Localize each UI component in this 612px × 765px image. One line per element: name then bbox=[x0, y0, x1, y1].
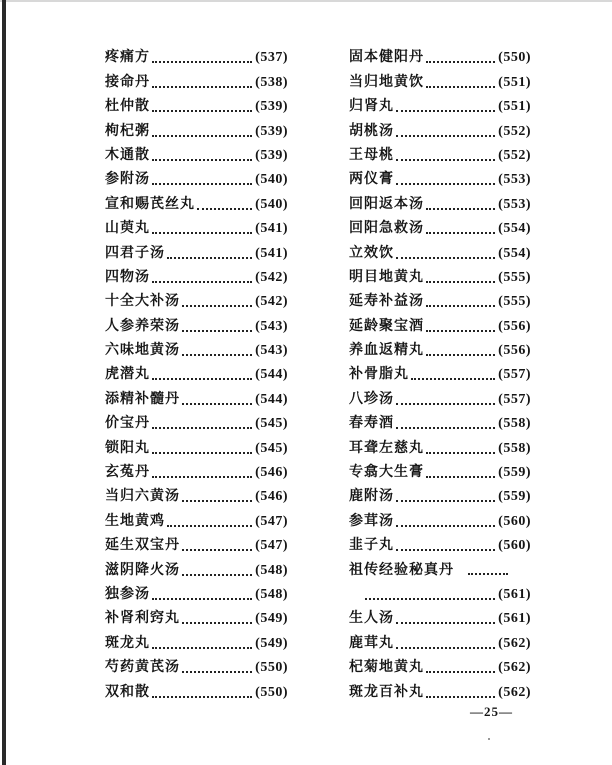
toc-entry-title: 斑龙丸 bbox=[105, 634, 150, 651]
toc-entry[interactable] bbox=[105, 115, 288, 139]
toc-entry-title: 山萸丸 bbox=[105, 220, 150, 237]
toc-entry-page: (558) bbox=[498, 440, 531, 456]
toc-entry-page: (548) bbox=[255, 586, 288, 602]
toc-entry[interactable] bbox=[105, 627, 288, 651]
toc-entry[interactable] bbox=[349, 262, 531, 286]
dot-leader bbox=[152, 61, 252, 63]
dot-leader bbox=[396, 500, 495, 502]
toc-entry[interactable] bbox=[349, 383, 531, 407]
dot-leader bbox=[152, 232, 252, 234]
dot-leader bbox=[152, 159, 252, 161]
dot-leader bbox=[396, 110, 495, 112]
toc-column-left bbox=[105, 42, 288, 701]
toc-entry-page: (545) bbox=[255, 440, 288, 456]
dot-leader bbox=[426, 232, 495, 234]
toc-entry-page: (560) bbox=[498, 538, 531, 554]
toc-entry-title: 专翕大生膏 bbox=[349, 464, 424, 481]
toc-entry-title: 耳聋左慈丸 bbox=[349, 439, 424, 456]
toc-entry-title: 六味地黄汤 bbox=[105, 342, 180, 359]
toc-entry-title: 祖传经验秘真丹 bbox=[349, 561, 454, 578]
toc-entry-page: (554) bbox=[498, 245, 531, 261]
dot-leader bbox=[152, 378, 252, 380]
toc-entry-title: 固本健阳丹 bbox=[349, 49, 424, 66]
dot-leader bbox=[152, 86, 252, 88]
toc-entry-page: (556) bbox=[498, 343, 531, 359]
dot-leader bbox=[152, 427, 252, 429]
toc-entry[interactable] bbox=[105, 188, 288, 212]
toc-entry-page: (540) bbox=[255, 196, 288, 212]
toc-entry-title: 虎潜丸 bbox=[105, 366, 150, 383]
toc-entry[interactable] bbox=[105, 335, 288, 359]
toc-entry-title: 回阳返本汤 bbox=[349, 195, 424, 212]
dot-leader bbox=[152, 135, 252, 137]
toc-entry[interactable] bbox=[349, 652, 531, 676]
dot-leader bbox=[426, 452, 495, 454]
dot-leader bbox=[426, 671, 495, 673]
toc-entry-title: 锁阳丸 bbox=[105, 439, 150, 456]
toc-entry-title: 鹿茸丸 bbox=[349, 634, 394, 651]
toc-entry-title: 延龄聚宝酒 bbox=[349, 317, 424, 334]
toc-entry[interactable] bbox=[349, 115, 531, 139]
dot-leader bbox=[426, 208, 495, 210]
toc-entry[interactable] bbox=[105, 505, 288, 529]
dot-leader bbox=[167, 257, 252, 259]
toc-entry-title: 人参养荣汤 bbox=[105, 317, 180, 334]
dot-leader bbox=[152, 476, 252, 478]
toc-entry-page: (561) bbox=[498, 611, 531, 627]
toc-entry-page: (543) bbox=[255, 343, 288, 359]
toc-entry-title: 参附汤 bbox=[105, 171, 150, 188]
toc-entry-page: (545) bbox=[255, 416, 288, 432]
dot-leader bbox=[152, 647, 252, 649]
toc-entry-title: 回阳急救汤 bbox=[349, 220, 424, 237]
dot-leader bbox=[182, 330, 252, 332]
toc-entry-title: 王母桃 bbox=[349, 146, 394, 163]
toc-entry-title: 立效饮 bbox=[349, 244, 394, 261]
toc-entry-page: (553) bbox=[498, 172, 531, 188]
dot-leader bbox=[152, 598, 252, 600]
toc-entry-page: (543) bbox=[255, 318, 288, 334]
toc-entry-page: (559) bbox=[498, 489, 531, 505]
toc-entry[interactable] bbox=[349, 579, 531, 603]
toc-entry-title: 归肾丸 bbox=[349, 98, 394, 115]
toc-entry-page: (541) bbox=[255, 221, 288, 237]
toc-entry-title: 杞菊地黄丸 bbox=[349, 659, 424, 676]
toc-entry-title: 双和散 bbox=[105, 683, 150, 700]
page-binding-edge bbox=[2, 0, 6, 765]
dot-leader bbox=[426, 281, 495, 283]
toc-entry[interactable] bbox=[105, 237, 288, 261]
toc-entry-title: 十全大补汤 bbox=[105, 293, 180, 310]
toc-entry-page: (544) bbox=[255, 367, 288, 383]
toc-entry-page: (551) bbox=[498, 99, 531, 115]
toc-entry[interactable] bbox=[349, 408, 531, 432]
toc-entry-title: 玄菟丹 bbox=[105, 464, 150, 481]
toc-entry[interactable] bbox=[349, 188, 531, 212]
toc-entry-page: (548) bbox=[255, 562, 288, 578]
toc-entry-title: 延寿补益汤 bbox=[349, 293, 424, 310]
toc-entry-page: (539) bbox=[255, 99, 288, 115]
toc-entry[interactable] bbox=[349, 42, 531, 66]
toc-entry-page: (550) bbox=[255, 660, 288, 676]
toc-entry-page: (557) bbox=[498, 367, 531, 383]
toc-entry-page: (560) bbox=[498, 513, 531, 529]
toc-entry[interactable] bbox=[349, 91, 531, 115]
toc-entry-page: (554) bbox=[498, 221, 531, 237]
toc-entry-title: 疼痛方 bbox=[105, 49, 150, 66]
toc-entry-title: 鹿附汤 bbox=[349, 488, 394, 505]
toc-entry[interactable] bbox=[349, 627, 531, 651]
toc-entry-title: 补肾利窍丸 bbox=[105, 610, 180, 627]
toc-entry-page: (539) bbox=[255, 123, 288, 139]
dot-leader bbox=[468, 573, 508, 575]
toc-entry[interactable] bbox=[349, 676, 531, 700]
toc-entry-page: (537) bbox=[255, 50, 288, 66]
dot-leader bbox=[182, 574, 252, 576]
dot-leader bbox=[396, 257, 495, 259]
dot-leader bbox=[152, 110, 252, 112]
dot-leader bbox=[167, 525, 252, 527]
toc-entry[interactable] bbox=[349, 310, 531, 334]
dot-leader bbox=[365, 598, 495, 600]
toc-entry-title: 宣和赐芪丝丸 bbox=[105, 195, 195, 212]
toc-entry[interactable] bbox=[105, 310, 288, 334]
toc-entry-title: 四物汤 bbox=[105, 268, 150, 285]
toc-entry[interactable] bbox=[349, 286, 531, 310]
toc-entry-page: (562) bbox=[498, 635, 531, 651]
toc-entry-title: 滋阴降火汤 bbox=[105, 561, 180, 578]
toc-entry-title: 四君子汤 bbox=[105, 244, 165, 261]
dot-leader bbox=[396, 525, 495, 527]
dot-leader bbox=[411, 378, 495, 380]
toc-entry[interactable] bbox=[349, 359, 531, 383]
toc-entry[interactable] bbox=[349, 530, 531, 554]
toc-entry-title: 斑龙百补丸 bbox=[349, 683, 424, 700]
toc-entry[interactable] bbox=[105, 457, 288, 481]
toc-entry[interactable] bbox=[105, 432, 288, 456]
dot-leader bbox=[396, 403, 495, 405]
toc-entry-title: 春寿酒 bbox=[349, 415, 394, 432]
dot-leader bbox=[426, 61, 495, 63]
toc-entry-page: (546) bbox=[255, 465, 288, 481]
dot-leader bbox=[396, 159, 495, 161]
toc-entry[interactable] bbox=[105, 408, 288, 432]
toc-entry-page: (561) bbox=[498, 586, 531, 602]
toc-entry-page: (542) bbox=[255, 294, 288, 310]
toc-entry[interactable] bbox=[105, 652, 288, 676]
toc-entry-page: (555) bbox=[498, 294, 531, 310]
toc-entry[interactable] bbox=[105, 554, 288, 578]
dot-leader bbox=[396, 183, 495, 185]
toc-entry-page: (557) bbox=[498, 391, 531, 407]
toc-entry-page: (549) bbox=[255, 611, 288, 627]
toc-entry-title: 木通散 bbox=[105, 146, 150, 163]
toc-entry[interactable] bbox=[105, 91, 288, 115]
dot-leader bbox=[396, 135, 495, 137]
toc-entry-title: 生地黄鸡 bbox=[105, 512, 165, 529]
toc-entry[interactable] bbox=[105, 164, 288, 188]
toc-entry-page: (550) bbox=[498, 50, 531, 66]
dot-leader bbox=[182, 354, 252, 356]
toc-entry[interactable] bbox=[105, 213, 288, 237]
toc-entry-title: 独参汤 bbox=[105, 585, 150, 602]
dot-leader bbox=[396, 622, 495, 624]
toc-entry-title: 生人汤 bbox=[349, 610, 394, 627]
toc-entry[interactable] bbox=[105, 603, 288, 627]
page-top-edge bbox=[0, 0, 612, 2]
toc-entry-page: (552) bbox=[498, 123, 531, 139]
dot-leader bbox=[426, 476, 495, 478]
dot-leader bbox=[426, 305, 495, 307]
toc-entry[interactable] bbox=[105, 262, 288, 286]
dot-leader bbox=[396, 549, 495, 551]
toc-entry-page: (542) bbox=[255, 269, 288, 285]
dot-leader bbox=[426, 86, 495, 88]
dot-leader bbox=[426, 354, 495, 356]
dot-leader bbox=[426, 330, 495, 332]
dot-leader bbox=[426, 696, 495, 698]
toc-entry[interactable] bbox=[105, 579, 288, 603]
toc-entry-title: 价宝丹 bbox=[105, 415, 150, 432]
dot-leader bbox=[152, 183, 252, 185]
toc-entry-page: (562) bbox=[498, 660, 531, 676]
toc-column-right bbox=[349, 42, 531, 701]
toc-entry-title: 接命丹 bbox=[105, 73, 150, 90]
toc-entry-page: (544) bbox=[255, 391, 288, 407]
toc-entry-page: (547) bbox=[255, 513, 288, 529]
toc-entry-page: (550) bbox=[255, 684, 288, 700]
toc-entry[interactable] bbox=[105, 286, 288, 310]
dot-leader bbox=[197, 208, 252, 210]
toc-entry-page: (538) bbox=[255, 74, 288, 90]
toc-entry[interactable] bbox=[349, 554, 531, 578]
toc-entry[interactable] bbox=[105, 140, 288, 164]
toc-entry[interactable] bbox=[349, 432, 531, 456]
dot-leader bbox=[182, 403, 252, 405]
toc-entry-page: (547) bbox=[255, 538, 288, 554]
toc-entry[interactable] bbox=[349, 481, 531, 505]
toc-entry-page: (546) bbox=[255, 489, 288, 505]
toc-entry[interactable] bbox=[349, 140, 531, 164]
toc-entry-title: 两仪膏 bbox=[349, 171, 394, 188]
toc-entry-title: 延生双宝丹 bbox=[105, 537, 180, 554]
toc-entry[interactable] bbox=[105, 42, 288, 66]
toc-entry[interactable] bbox=[349, 213, 531, 237]
toc-entry-page: (540) bbox=[255, 172, 288, 188]
dot-leader bbox=[152, 696, 252, 698]
toc-entry[interactable] bbox=[105, 383, 288, 407]
toc-entry-title: 八珍汤 bbox=[349, 390, 394, 407]
toc-entry[interactable] bbox=[349, 66, 531, 90]
toc-entry-title: 胡桃汤 bbox=[349, 122, 394, 139]
toc-entry-title: 枸杞粥 bbox=[105, 122, 150, 139]
toc-entry[interactable] bbox=[349, 335, 531, 359]
toc-entry[interactable] bbox=[349, 457, 531, 481]
toc-entry-title: 杜仲散 bbox=[105, 98, 150, 115]
toc-entry-page: (555) bbox=[498, 269, 531, 285]
toc-entry-page: (551) bbox=[498, 74, 531, 90]
dot-leader bbox=[182, 622, 252, 624]
toc-entry-title: 芍药黄芪汤 bbox=[105, 659, 180, 676]
dot-leader bbox=[152, 452, 252, 454]
dot-leader bbox=[396, 647, 495, 649]
toc-entry[interactable] bbox=[105, 66, 288, 90]
toc-entry-title: 明目地黄丸 bbox=[349, 268, 424, 285]
toc-entry[interactable] bbox=[105, 359, 288, 383]
toc-entry-page: (559) bbox=[498, 465, 531, 481]
toc-entry-page: (558) bbox=[498, 416, 531, 432]
dot-leader bbox=[182, 671, 252, 673]
toc-entry-title: 参茸汤 bbox=[349, 512, 394, 529]
dot-leader bbox=[396, 427, 495, 429]
page-number: —25— bbox=[470, 704, 513, 719]
toc-entry-title: 添精补髓丹 bbox=[105, 390, 180, 407]
dot-leader bbox=[152, 281, 252, 283]
toc-entry-title: 养血返精丸 bbox=[349, 342, 424, 359]
toc-entry-title: 补骨脂丸 bbox=[349, 366, 409, 383]
toc-entry[interactable] bbox=[105, 676, 288, 700]
toc-entry-page: (552) bbox=[498, 147, 531, 163]
toc-entry-page: (549) bbox=[255, 635, 288, 651]
scan-speck bbox=[488, 738, 490, 740]
toc-entry[interactable] bbox=[105, 530, 288, 554]
toc-entry[interactable] bbox=[349, 237, 531, 261]
toc-entry[interactable] bbox=[105, 481, 288, 505]
dot-leader bbox=[182, 549, 252, 551]
toc-entry-page: (539) bbox=[255, 147, 288, 163]
toc-entry-page: (562) bbox=[498, 684, 531, 700]
toc-entry-page: (541) bbox=[255, 245, 288, 261]
toc-entry[interactable] bbox=[349, 603, 531, 627]
toc-entry[interactable] bbox=[349, 164, 531, 188]
toc-entry-page: (553) bbox=[498, 196, 531, 212]
toc-entry-title: 当归六黄汤 bbox=[105, 488, 180, 505]
toc-entry-title: 当归地黄饮 bbox=[349, 73, 424, 90]
toc-entry-title: 韭子丸 bbox=[349, 537, 394, 554]
toc-entry[interactable] bbox=[349, 505, 531, 529]
toc-entry-page: (556) bbox=[498, 318, 531, 334]
dot-leader bbox=[182, 305, 252, 307]
dot-leader bbox=[182, 500, 252, 502]
